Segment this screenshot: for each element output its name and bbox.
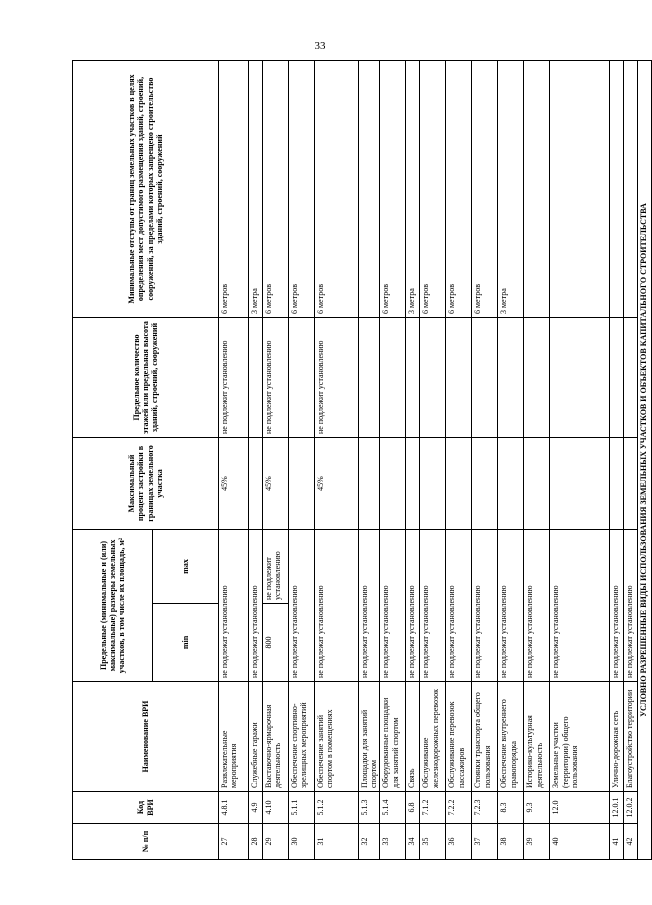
cell-setback: 3 метра [406,61,420,318]
cell-floors [610,318,624,438]
cell-floors [472,318,498,438]
cell-floors [498,318,524,438]
cell-size: не подлежат установлению [249,530,263,682]
cell-percent [380,438,406,530]
header-row-1 [73,61,153,860]
cell-size: не подлежат установлению [420,530,446,682]
cell-percent [289,438,315,530]
header-percent: Максимальный процент застройки в границах земельного участка [73,438,219,530]
table-row [610,61,624,860]
cell-num: 38 [498,824,524,860]
cell-code: 7.2.3 [472,792,498,824]
cell-percent [498,438,524,530]
cell-name: Служебные гаражи [249,682,263,792]
cell-setback: 6 метров [420,61,446,318]
header-setback: Минимальные отступы от границ земельных участков в целях определения мест допустимого размещения зданий, строений, сооружений, за пределами которых запрещено строительство зданий, строений, сооружений [73,61,219,318]
table-row [472,61,498,860]
cell-code: 9.3 [524,792,550,824]
cell-code: 5.1.2 [315,792,359,824]
cell-code: 8.3 [498,792,524,824]
cell-name: Оборудованные площадки для занятий спортом [380,682,406,792]
rotated-table-container [72,61,649,860]
cell-setback: 6 метров [446,61,472,318]
cell-percent [406,438,420,530]
cell-setback: 6 метров [289,61,315,318]
header-floors: Предельное количество этажей или предельная высота зданий, строений, сооружений [73,318,219,438]
cell-setback: 6 метров [219,61,249,318]
cell-code: 4.8.1 [219,792,249,824]
table-row [498,61,524,860]
footer-section-title: УСЛОВНО РАЗРЕШЕННЫЕ ВИДЫ ИСПОЛЬЗОВАНИЯ ЗЕМЕЛЬНЫХ УЧАСТКОВ И ОБЪЕКТОВ КАПИТАЛЬНОГО СТРОИТЕЛЬСТВА [638,61,652,860]
cell-size: не подлежат установлению [359,530,380,682]
cell-size: не подлежат установлению [498,530,524,682]
cell-name: Связь [406,682,420,792]
cell-percent [446,438,472,530]
cell-percent [610,438,624,530]
page-number: 33 [314,40,326,52]
cell-floors [550,318,610,438]
cell-setback [359,61,380,318]
table-row [315,61,359,860]
header-min: min [153,604,219,682]
cell-code: 7.1.2 [420,792,446,824]
cell-name: Обслуживание перевозок пассажиров [446,682,472,792]
cell-setback [624,61,638,318]
cell-percent [524,438,550,530]
cell-percent: 45% [219,438,249,530]
table-row [359,61,380,860]
rotated-table-wrapper [72,61,649,860]
cell-floors [446,318,472,438]
cell-name: Обслуживание железнодорожных перевозок [420,682,446,792]
table-row [249,61,263,860]
cell-size: не подлежат установлению [219,530,249,682]
cell-floors [249,318,263,438]
cell-floors [406,318,420,438]
cell-code: 6.8 [406,792,420,824]
table-row [524,61,550,860]
cell-size: не подлежат установлению [406,530,420,682]
header-code: Код ВРИ [73,792,219,824]
table-row [289,61,315,860]
cell-num: 31 [315,824,359,860]
cell-floors [359,318,380,438]
cell-setback: 6 метров [472,61,498,318]
cell-floors: не подлежит установлению [219,318,249,438]
cell-percent [359,438,380,530]
table-row [550,61,610,860]
cell-max: не подлежит установлению [263,530,289,604]
cell-num: 29 [263,824,289,860]
cell-num: 35 [420,824,446,860]
cell-setback: 3 метра [249,61,263,318]
cell-name: Обеспечение внутреннего правопорядка [498,682,524,792]
cell-name: Обеспечение занятий спортом в помещениях [315,682,359,792]
cell-size: не подлежат установлению [524,530,550,682]
cell-setback: 6 метров [263,61,289,318]
cell-floors: не подлежит установлению [263,318,289,438]
cell-name: Площадки для занятий спортом [359,682,380,792]
cell-percent: 45% [263,438,289,530]
table-row [624,61,638,860]
cell-num: 42 [624,824,638,860]
cell-num: 32 [359,824,380,860]
cell-name: Стоянки транспорта общего пользования [472,682,498,792]
cell-floors: не подлежит установлению [315,318,359,438]
cell-num: 37 [472,824,498,860]
cell-setback: 6 метров [380,61,406,318]
header-size-group: Предельные (минимальные и (или) максимальные) размеры земельных участков, в том числе их площадь, м² [73,530,153,682]
cell-percent [249,438,263,530]
cell-code: 12.0 [550,792,610,824]
header-name: Наименование ВРИ [73,682,219,792]
table-row [219,61,249,860]
cell-size: не подлежат установлению [446,530,472,682]
regulations-table [72,60,652,860]
cell-setback [524,61,550,318]
cell-size: не подлежат установлению [624,530,638,682]
cell-size: не подлежат установлению [315,530,359,682]
cell-code: 4.9 [249,792,263,824]
cell-percent [550,438,610,530]
table-row [380,61,406,860]
cell-num: 41 [610,824,624,860]
cell-name: Земельные участки (территории) общего пользования [550,682,610,792]
cell-floors [380,318,406,438]
cell-setback [610,61,624,318]
cell-code: 12.0.2 [624,792,638,824]
cell-num: 39 [524,824,550,860]
cell-code: 5.1.1 [289,792,315,824]
cell-num: 30 [289,824,315,860]
cell-size: не подлежат установлению [380,530,406,682]
cell-min: 800 [263,604,289,682]
cell-name: Обеспечение спортивно-зрелищных мероприятий [289,682,315,792]
cell-setback: 6 метров [315,61,359,318]
cell-num: 40 [550,824,610,860]
table-row [420,61,446,860]
header-max: max [153,530,219,604]
cell-percent: 45% [315,438,359,530]
cell-code: 7.2.2 [446,792,472,824]
cell-percent [472,438,498,530]
cell-code: 5.1.4 [380,792,406,824]
cell-name: Историко-культурная деятельность [524,682,550,792]
cell-code: 12.0.1 [610,792,624,824]
cell-floors [524,318,550,438]
footer-row [638,61,652,860]
cell-size: не подлежат установлению [610,530,624,682]
cell-floors [289,318,315,438]
cell-percent [624,438,638,530]
cell-floors [420,318,446,438]
header-num: № п/п [73,824,219,860]
table-row [446,61,472,860]
cell-name: Благоустройство территории [624,682,638,792]
cell-size: не подлежат установлению [472,530,498,682]
table-row [406,61,420,860]
cell-floors [624,318,638,438]
cell-setback: 3 метра [498,61,524,318]
cell-size: не подлежат установлению [289,530,315,682]
table-row [263,61,289,860]
cell-num: 34 [406,824,420,860]
cell-name: Развлекательные мероприятия [219,682,249,792]
cell-setback [550,61,610,318]
cell-code: 4.10 [263,792,289,824]
cell-code: 5.1.3 [359,792,380,824]
cell-percent [420,438,446,530]
cell-num: 33 [380,824,406,860]
cell-size: не подлежат установлению [550,530,610,682]
cell-num: 36 [446,824,472,860]
cell-name: Выставочно-ярмарочная деятельность [263,682,289,792]
cell-name: Улично-дорожная сеть [610,682,624,792]
cell-num: 28 [249,824,263,860]
cell-num: 27 [219,824,249,860]
